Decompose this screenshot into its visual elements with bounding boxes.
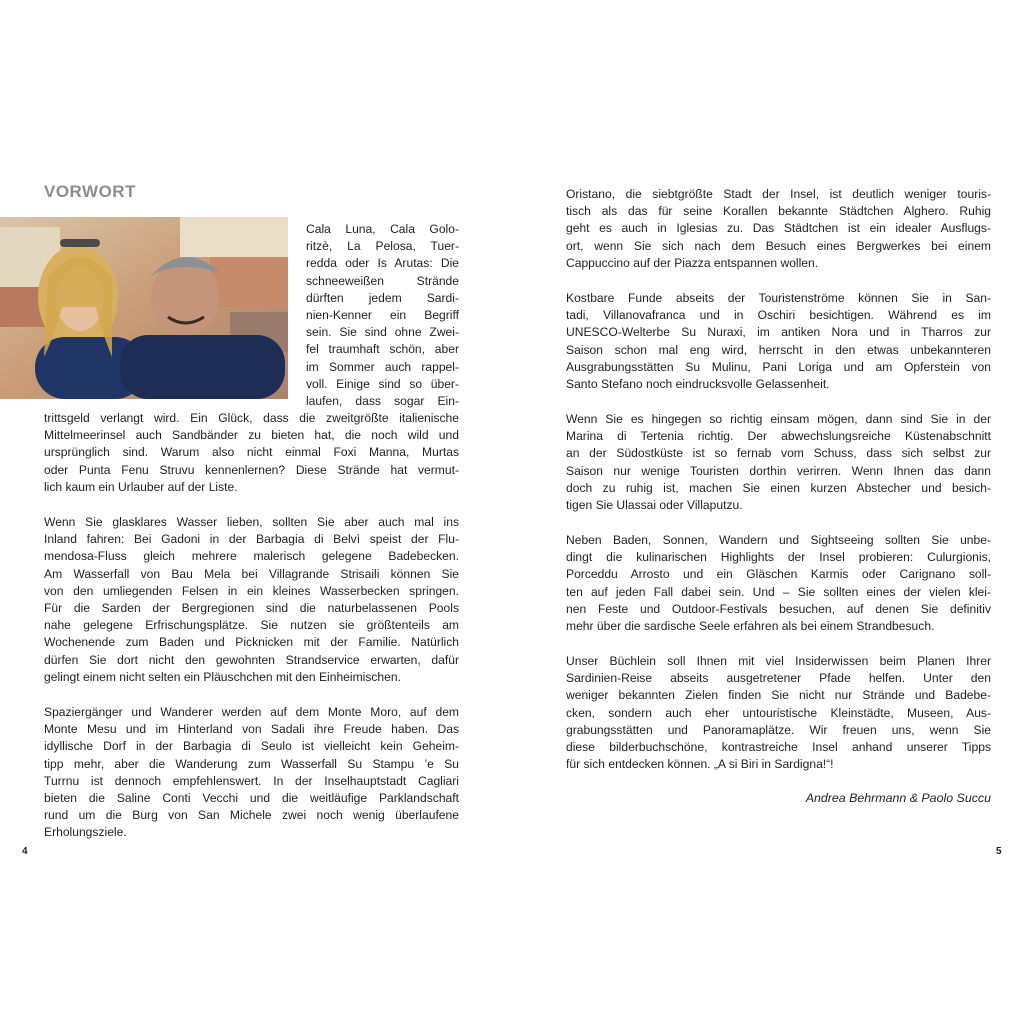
text-line: fel traumhaft schön, aber <box>306 342 459 357</box>
text-line: Für die Sarden der Bergregionen sind die naturbelassenen Pools <box>44 601 459 616</box>
text-line: tigen Sie Ulassai oder Villaputzu. <box>566 498 743 513</box>
paragraph-inland-waters <box>44 514 459 686</box>
text-line: rund um die Burg von San Michele zwei noch wenig überlaufene <box>44 808 459 823</box>
author-photo-illustration <box>0 217 288 399</box>
paragraph-beaches <box>44 410 459 496</box>
text-line: nahe gelegene Erfrischungsplätze. Sie nutzen sie größtenteils am <box>44 618 459 633</box>
page-number: 5 <box>996 846 1002 857</box>
author-signature: Andrea Behrmann & Paolo Succu <box>805 791 991 805</box>
text-line: Marina di Tertenia richtig. Der abwechslungsreiche Küstenabschnitt <box>566 429 991 444</box>
text-line: Unser Büchlein soll Ihnen mit viel Insiderwissen beim Planen Ihrer <box>566 654 991 668</box>
paragraph-towns <box>566 186 991 272</box>
text-line: Cala Luna, Cala Golo- <box>306 222 459 236</box>
text-line: Wochenende zum Baden und Picknicken mit der Familie. Natürlich <box>44 635 459 650</box>
text-line: Kostbare Funde abseits der Touristenströme können Sie in San- <box>566 291 991 305</box>
text-line: UNESCO-Welterbe Su Nuraxi, im antiken Nora und in Tharros zur <box>566 325 991 340</box>
text-line: Inland fahren: Bei Gadoni in der Barbagia di Belvì speist der Flu- <box>44 532 459 547</box>
text-line: trittsgeld verlangt wird. Ein Glück, dass die zweitgrößte italienische <box>44 411 459 425</box>
text-line: laufen, dass sogar Ein- <box>306 394 459 409</box>
text-line: im Sommer auch rappel- <box>306 359 459 374</box>
text-line: mendosa-Fluss gleich mehrere malerisch gelegene Badebecken. <box>44 549 459 564</box>
text-line: ort, wenn Sie sich nach dem Besuch eines Bergwerkes bei einem <box>566 238 991 253</box>
paragraph-archaeology <box>566 290 991 393</box>
text-line: bieten die Saline Conti Vecchi und die weitläufige Parklandschaft <box>44 791 459 806</box>
text-line: Sardinien-Reise abseits ausgetretener Pfade helfen. Unter den <box>566 671 991 686</box>
text-line: dingt die kulinarischen Highlights der Insel probieren: Culurgionis, <box>566 550 991 565</box>
text-line: ursprünglich sind. Warum also nicht einmal Foxi Manna, Murtas <box>44 445 459 460</box>
text-line: Ausgrabungsstätten Su Mulinu, Pani Loriga und am Opferstein von <box>566 359 991 374</box>
text-line: sein. Sie sind ohne Zwei- <box>306 325 459 340</box>
text-line: Neben Baden, Sonnen, Wandern und Sightseeing sollten Sie unbe- <box>566 533 991 547</box>
paragraph-hiking <box>44 704 459 842</box>
intro-side-text <box>306 221 459 410</box>
text-line: Porceddu Arrosto und ein Gläschen Karmis oder Carignano soll- <box>566 567 991 582</box>
text-line: nen Feste und Outdoor-Festivals besuchen, auf denen Sie definitiv <box>566 601 991 616</box>
text-line: Oristano, die siebtgrößte Stadt der Insel, ist deutlich weniger touris- <box>566 187 991 201</box>
text-line: Wenn Sie glasklares Wasser lieben, sollten Sie aber auch mal ins <box>44 515 459 529</box>
text-line: Erholungsziele. <box>44 825 127 840</box>
text-line: Cappuccino auf der Piazza entspannen wollen. <box>566 255 819 270</box>
paragraph-closing <box>566 653 991 773</box>
chapter-heading: VORWORT <box>44 182 136 201</box>
text-line: idyllische Dorf in der Barbagia di Seulo ist vielleicht kein Geheim- <box>44 739 459 754</box>
text-line: redda oder Is Arutas: Die <box>306 256 459 271</box>
page-number: 4 <box>22 846 28 857</box>
text-line: Santo Stefano noch eindrucksvolle Gelassenheit. <box>566 377 830 392</box>
text-line: gelingt einem nicht selten ein Pläuschchen mit den Einheimischen. <box>44 669 401 684</box>
text-line: dürften jedem Sardi- <box>306 290 459 305</box>
text-line: Saison nur wenige Touristen dorthin verirren. Wenn Ihnen das dann <box>566 463 991 478</box>
right-page <box>512 0 1024 1024</box>
text-line: geht es auch in Iglesias zu. Das Städtchen ist ein idealer Ausflugs- <box>566 221 991 236</box>
text-line: voll. Einige sind so über- <box>306 376 459 391</box>
text-line: schneeweißen Strände <box>306 273 459 288</box>
author-photo <box>0 217 288 399</box>
text-line: grabungsstätten und Panoramaplätze. Wir freuen uns, wenn Sie <box>566 722 991 737</box>
text-line: von den umliegenden Felsen in ein kleines Wasserbecken springen. <box>44 583 459 598</box>
text-line: an der Südostküste ist so fernab vom Schuss, dass sich selbst zur <box>566 446 991 461</box>
text-line: tisch als das für seine Korallen bekannte Städtchen Alghero. Ruhig <box>566 204 991 219</box>
text-line: Saison schon mal eng wird, herrscht in den etwas unbekannteren <box>566 342 991 357</box>
text-line: lich kaum ein Urlauber auf der Liste. <box>44 479 238 494</box>
text-line: Monte Mesu und im Hinterland von Sadali ihre Freude haben. Das <box>44 722 459 737</box>
text-line: doch zu ruhig ist, machen Sie einen kurzen Abstecher und besich- <box>566 480 991 495</box>
text-line: tadi, Villanovafranca und in Oschiri besichtigen. Während es im <box>566 308 991 323</box>
text-line: für sich entdecken können. „A si Biri in Sardigna!“! <box>566 757 834 772</box>
text-line: Mittelmeerinsel auch Sandbänder zu bieten hat, die noch wild und <box>44 428 459 443</box>
text-line: weniger bekannten Zielen finden Sie nicht nur Strände und Badebe- <box>566 688 991 703</box>
text-line: nien-Kenner ein Begriff <box>306 308 459 323</box>
text-line: Spaziergänger und Wanderer werden auf dem Monte Moro, auf dem <box>44 705 459 719</box>
text-line: Turrnu ist dennoch empfehlenswert. In der Inselhauptstadt Cagliari <box>44 773 459 788</box>
text-line: tipp mehr, aber die Wanderung zum Wasserfall Su Stampu ’e Su <box>44 756 459 771</box>
text-line: ritzè, La Pelosa, Tuer- <box>306 239 459 254</box>
text-line: dürfen Sie dort nicht den gewohnten Strandservice erwarten, dafür <box>44 652 459 667</box>
paragraph-solitude <box>566 411 991 514</box>
text-line: diese bilderbuchschöne, kontrastreiche Insel anhand unserer Tipps <box>566 740 991 755</box>
text-line: mehr über die sardische Seele erfahren als bei einem Strandbesuch. <box>566 619 935 634</box>
text-line: Am Wasserfall von Bau Mela bei Villagrande Strisaili können Sie <box>44 566 459 581</box>
text-line: oder Punta Fenu Struvu kennenlernen? Diese Strände hat vermut- <box>44 462 459 477</box>
text-line: Wenn Sie es hingegen so richtig einsam mögen, dann sind Sie in der <box>566 412 991 426</box>
text-line: ten auf jeden Fall dabei sein. Und – Sie sollten eines der vielen klei- <box>566 584 991 599</box>
paragraph-cuisine <box>566 532 991 635</box>
text-line: cken, sondern auch eher untouristische Kleinstädte, Museen, Aus- <box>566 705 991 720</box>
